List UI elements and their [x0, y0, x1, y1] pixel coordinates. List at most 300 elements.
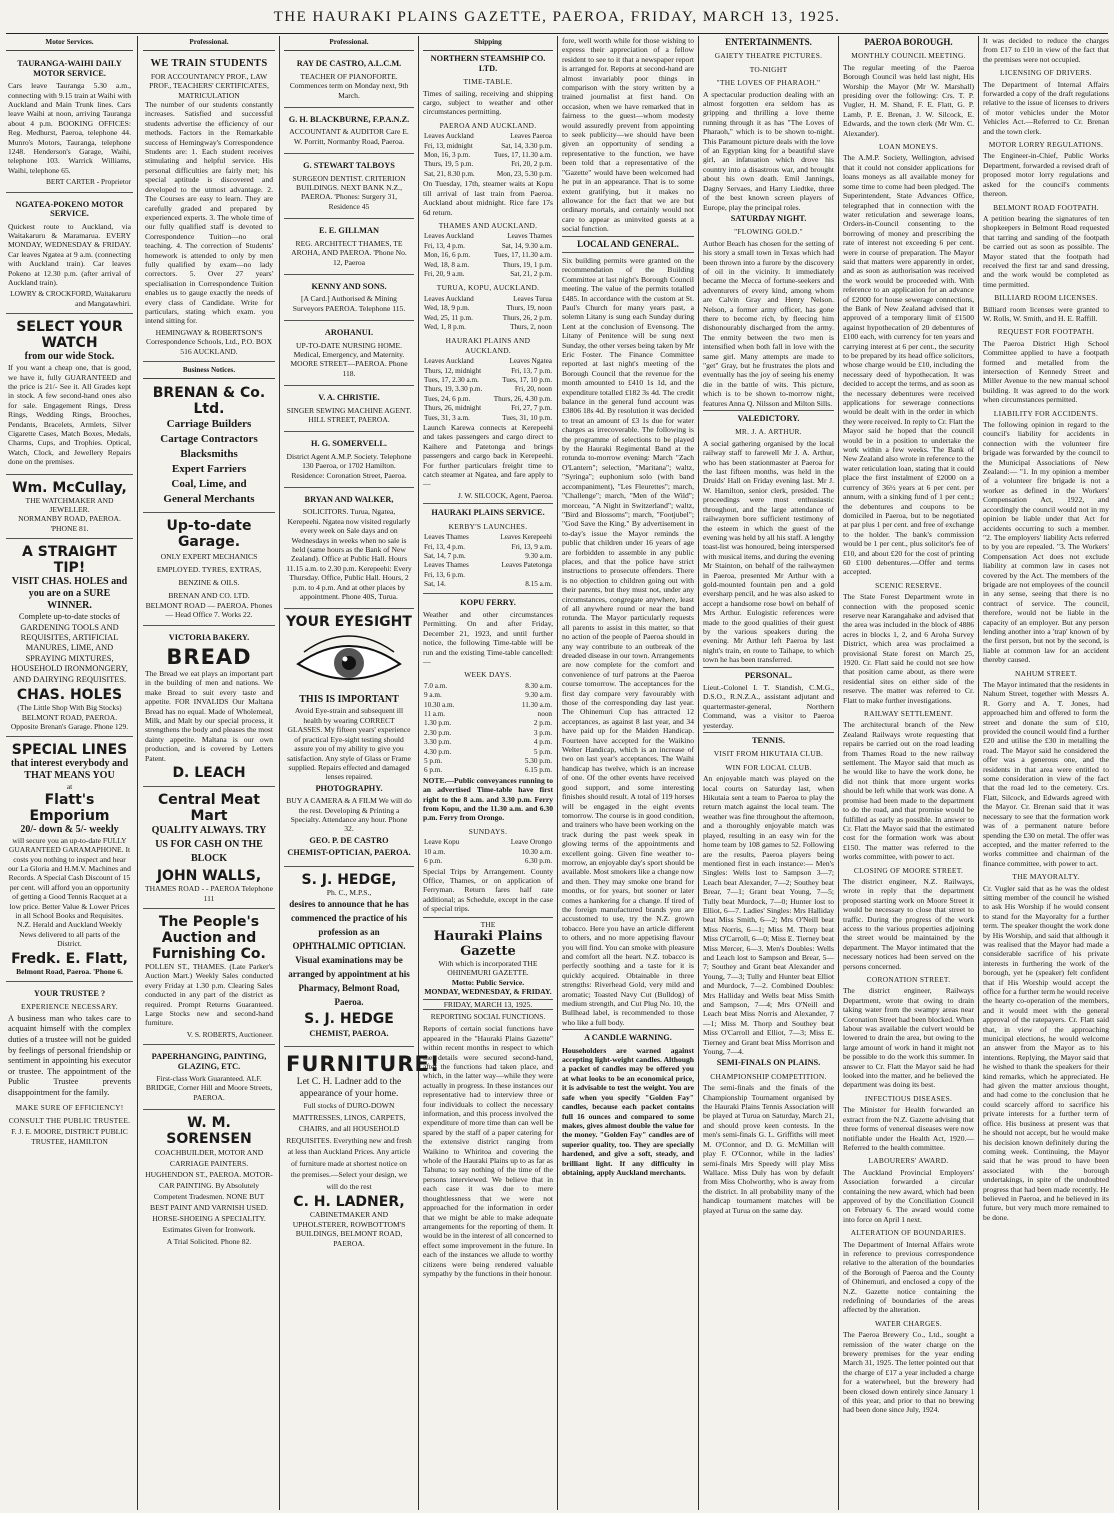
timetable-row — [423, 314, 553, 323]
professional-card — [284, 323, 414, 386]
article-title: SATURDAY NIGHT. — [730, 213, 807, 223]
advert-name: GEO. P. DE CASTRO — [309, 835, 389, 845]
article-title: TENNIS. — [703, 732, 834, 745]
timetable-cell: 6.15 p.m. — [524, 766, 552, 775]
professional-card — [284, 490, 414, 609]
advert-body: The Bread we eat plays an important part in the building of men and nations. We make Bread to suit every taste and appetite. FOR INVALIDS Our Maltana Bread has no equal. Made of Wholemeal, Milk, and Malt by our special process, it strengthens the body and pleases the most dainty appetite. Maltana is our own production, and is covered by Letters Patent. — [145, 669, 273, 763]
advert-subtitle: MAKE SURE OF EFFICIENCY! — [15, 1102, 124, 1112]
article-body: The semi-finals and the finals of the Championship Tournament organised by the Hauraki Plains Tennis Association will be played at Turua on Saturday, March 21, and should prove keen contests. In the men's semi-finals G. L. Griffiths will meet M. O'Connor, and D. G. McMillan will play F. O'Connor, while in the ladies' semi-finals Mrs Speedy will play Miss Wallace. Miss Duly has won by default from Miss Cholworthy, who is away from the district. In all probability many of the handicap tournament matches will be played at Turua on the same day. — [703, 1083, 834, 1215]
route-table — [423, 132, 553, 179]
advert-big-word: BREAD — [166, 645, 252, 670]
timetable-cell: 3 p.m. — [533, 728, 552, 737]
timetable-row — [423, 376, 553, 385]
advert-quals: Ph. C., M.P.S., — [326, 887, 372, 897]
article-body: Billiard room licenses were granted to W. Rolls, W. Smith, and H. E. Raffill. — [983, 304, 1109, 323]
advert-body: A business man who takes care to acquaint himself with the complex duties of a trustee will not be guided by feelings of personal friendship or sentiment in appointing his executor or trustee. The appointment of the Public Trustee prevents disappointment for the family. — [8, 1013, 131, 1097]
article-subtitle: VISIT FROM HIKUTAIA CLUB. — [713, 749, 824, 759]
subheading: BILLIARD ROOM LICENSES. — [994, 293, 1098, 303]
card-body: SOLICITORS. Turua, Ngatea, Kerepeehi. Ngatea now visited regularly every week on Sale days and on Wednesdays in weeks when no sale is held (same hours as the Bank of New Zealand). Office at Public Hall. Hours 11.15 a.m. to 2.30 p.m. Kerepeehi: Every Thursday. Office, Public Hall. Hours, 2 p.m. to 4 p.m. And at other places by appointment. Phone 40S, Turua. — [286, 507, 412, 602]
masthead-rule — [6, 33, 1108, 34]
card-title: KENNY AND SONS. — [311, 281, 387, 291]
timetable-cell: Tues, 17, 10 p.m. — [502, 376, 552, 384]
timetable-row — [423, 571, 553, 580]
article-body: The State Forest Department wrote in connection with the proposed scenic reserve near Karangahake and advised that the area was included in the block of 4886 acres in blocks 1, 2, and 6 Aroha Survey District, which area was proclaimed a provisional State forest on March 25, 1920. Cr. Flatt said he could not see how that position came about, as there were residential sites on either side of the reserve. The matter was referred to Cr. Flatt to make further investigations. — [843, 592, 974, 705]
advert-subtitle: from our wide Stock. — [24, 351, 115, 363]
article-body: The A.M.P. Society, Wellington, advised that it could not consider applications for loans moneys as all available money for some time to come had been pledged. The Superintendent, State Advances Office, telegraphed that in connection with the water reticulation and sewerage loans, Orders-in-Council consenting to the borrowing of money and prescribing the rate of interest not exceeding 6 per cent. were in course of preparation. The Mayor said that matters were apparently in order, and as soon as authorisation was received the work would be proceeded with. With reference to an application for an advance of £2000 for house sewerage connections, the Bank of New Zealand advised that it approved of a temporary limit of £1500 against hypothecation of 20 debentures of £100 each, with currency for ten years and carrying interest at 6 per cent., the security to be prepared by its head office solicitors, whose charge would be £10, including the necessary deed of hypothecation. It was decided to accept the terms, and as soon as the necessary debentures were received applications for sewerage connections would be dealt with in the order in which they were received. In reply to Cr. Flatt the Mayor said he hoped that the council would be in a position to undertake the work within a few weeks. The Bank of New Zealand also wrote in reference to the water reticulation loan, stating that it could place the first instalment of £2000 on a currency of 36½ years at 6 per cent. per annum, with a sinking fund of 1 per cent.; the debentures and coupons to be domiciled in Paeroa, but to be negotiated at par plus 1 per cent. and free of exchange to the holder. The bank's commission would be 1 per cent., plus solicitor's fee of £10, and about £20 for the cost of printing 60 £100 debentures.—Offer and terms accepted. — [843, 153, 974, 577]
column-8 — [983, 36, 1109, 1510]
shipping-subtitle: TIME-TABLE. — [463, 77, 513, 87]
advert-garage — [143, 515, 275, 625]
route-title: TURUA, KOPU, AUCKLAND. — [436, 283, 540, 293]
advert-body: ONLY EXPERT MECHANICS EMPLOYED. TYRES, EXTRAS, BENZINE & OILS. — [156, 552, 262, 588]
timetable-row — [423, 719, 553, 728]
subheading: ALTERATION OF BOUNDARIES. — [850, 1228, 967, 1238]
ferry-note: NOTE.—Public conveyances running to an advertised Time-table have first right to the 8 a.m. and 3.30 p.m. Ferry from Kopu, and the 11.30 a.m. and 6.30 p.m. Ferry from Orongo. — [423, 775, 553, 823]
card-body: REG. ARCHITECT THAMES, TE AROHA, AND PAEROA. 'Phone No. 12, Paeroa — [291, 238, 407, 267]
subheading: THE MAYORALTY. — [1012, 872, 1080, 882]
timetable-row — [423, 838, 553, 847]
timetable-cell: 3.30 p.m. — [424, 738, 452, 747]
timetable-cell: Leaves Kerepeehi — [500, 533, 552, 542]
timetable-row — [423, 261, 553, 270]
ferry-block — [423, 593, 553, 914]
timetable-row — [423, 414, 553, 423]
advert-body: POLLEN ST., THAMES. (Late Parker's Auction Mart.) Weekly Sales conducted every Friday at 1.30 p.m. Clearing Sales conducted in any part of the district as required. Prompt Returns Guaranteed. Large Stocks new and second-hand furniture. — [145, 961, 273, 1028]
advert-painting — [143, 1047, 275, 1110]
advert-title: VICTORIA BAKERY. — [168, 632, 250, 642]
timetable-row — [423, 766, 553, 775]
timetable-cell: Thurs, 26, midnight — [424, 404, 482, 413]
timetable-row — [423, 710, 553, 719]
article-body: Cr. Vugler said that as he was the oldest sitting member of the council he wished to ask His Worship if he would consent to stand for the Mayoralty for a further term. The speaker thought the work done by His Worship, and said that although it was realised that the Mayor had made a considerable sacrifice of his private interests in furthering the work of the borough, yet he (speaker) felt confident that if His Worship would accept the office for a further term he would receive the hearty co-operation of the members, and it would meet with the general approval of the ratepayers. Cr. Flatt said that, in view of the approaching municipal elections, he would welcome an answer from the Mayor as to his intentions. Replying, the Mayor said that he wished to thank the speakers for their kind remarks, which he appreciated. He had given the matter anxious thought, and had come to the conclusion that he could scarcely afford to sacrifice his private interests for a further term of office. His business at present was that he should not accept, but he would make his decision known definitely during the coming week. Continuing, the Mayor said that he was proud to have been associated with the borough undertakings, in spite of the undoubted progress that had been made recently. He believed in Paeroa, and he believed in its future, but very much more remained to be done. — [983, 883, 1109, 1222]
section-header: Shipping — [423, 36, 553, 51]
subheading: LOAN MONEYS. — [878, 142, 939, 152]
subheading: NAHUM STREET. — [1014, 668, 1078, 678]
advert-body: Avoid Eye-strain and subsequent ill health by wearing CORRECT GLASSES. My fifteen years' experience of practical Eye-sight testing should assure you of my ability to give you satisfaction. Any style of Glass or Frame supplied. Repairs effected and damaged lenses repaired. — [287, 706, 411, 782]
subheading: CLOSING OF MOORE STREET. — [853, 865, 964, 875]
council-items — [843, 142, 974, 1415]
article-subtitle: CHAMPIONSHIP COMPETITION. — [710, 1071, 827, 1081]
timetable-cell: Wed, 1, 8 p.m. — [424, 322, 466, 331]
article-body: The architectural branch of the New Zealand Railways wrote requesting that repairs be carried out on the road leading from Thames Road to the new railway settlement. The Mayor said that much as he would like to have the work done, he did not think that more urgent works should be left while that work was done. A promise had been made to the department to do the road, and that promise would be fulfilled as early as possible. In answer to Cr. Flatt the Mayor said that the estimated cost for the formation work was about £150. The matter was referred to the works committee, with power to act. — [843, 720, 974, 862]
timetable-cell: Leaves Thames — [507, 232, 552, 241]
advert-address: CABINETMAKER AND UPHOLSTERER, ROWBOTTOM'S BUILDINGS, BELMONT ROAD, PAEROA. — [292, 1210, 406, 1248]
subheading: WATER CHARGES. — [874, 1318, 943, 1328]
service-table — [423, 533, 553, 589]
advert-address: (The Little Shop With Big Stocks) BELMONT ROAD, PAEROA. Opposite Brenan's Garage. Phone 129. — [10, 703, 129, 731]
timetable-row — [423, 757, 553, 766]
subheading: LIABILITY FOR ACCIDENTS. — [993, 408, 1099, 418]
timetable-cell: 11 a.m. — [424, 710, 446, 718]
timetable-row — [423, 232, 553, 241]
timetable-cell: Leave Kopu — [424, 838, 460, 847]
advert-title: YOUR TRUSTEE ? — [33, 989, 106, 998]
route-note: On Tuesday, 17th, steamer waits at Kopu till arrival of last train from Paeroa. Auckland about midnight. Rice fare 17s 6d return. — [423, 179, 553, 217]
timetable-cell: 9 a.m. — [424, 691, 442, 700]
ferry-subtitle: WEEK DAYS. — [464, 670, 512, 680]
advert-subtitle: THE WATCHMAKER AND JEWELLER. — [25, 495, 114, 515]
advert-role: CHEMIST, PAEROA. — [309, 1028, 389, 1038]
column-rule — [137, 36, 138, 1510]
timetable-cell: 10.30 a.m. — [424, 700, 455, 709]
professional-card — [284, 221, 414, 275]
timetable-cell: Thurs, 2, noon — [510, 322, 552, 331]
advert-watch — [6, 316, 133, 474]
advert-title: NGATEA-POKENO MOTOR SERVICE. — [15, 199, 124, 219]
advert-name: Fredk. E. Flatt, — [11, 950, 128, 967]
timetable-cell: 4.30 p.m. — [424, 747, 452, 756]
timetable-row — [423, 580, 553, 589]
column-6 — [703, 36, 834, 1510]
timetable-cell: Thurs, 12, midnight — [424, 366, 482, 375]
professional-card — [284, 434, 414, 488]
timetable-cell: Thurs, 19, noon — [506, 304, 552, 313]
article-title: SEMI-FINALS ON PLAINS. — [716, 1058, 821, 1068]
timetable-cell: 9.30 a.m. — [525, 691, 552, 700]
article-subtitle: "FLOWING GOLD." — [734, 227, 803, 237]
advert-body: QUALITY ALWAYS. TRY US FOR CASH ON THE BLOCK — [151, 825, 267, 865]
timetable-cell: Sat, 14, 7 p.m. — [424, 551, 466, 560]
shipping-intro: Times of sailing, receiving and shipping cargo, subject to weather and other circumstances permitting. — [423, 88, 553, 117]
subheading: RAILWAY SETTLEMENT. — [863, 709, 954, 719]
professional-card — [284, 277, 414, 321]
timetable-cell: Wed, 18, 9 p.m. — [424, 304, 470, 313]
timetable-row — [423, 367, 553, 376]
timetable-cell: Wed, 25, 11 p.m. — [424, 313, 473, 322]
article-body: Reports of certain social functions have appeared in the "Hauraki Plains Gazette" within recent months in respect to which the details were secured second-hand, after the functions had taken place, and which, in the latter way—while they were actually in progress. In these instances our representative had to interview three or four individuals to collect the necessary information, and this process involved the expenditure of more time than can well be spared by the staff of a paper catering for the extensive district ranging from Waikino to Whiritoa and covering the whole of the Hauraki Plains up to as far as Tahuna; to say nothing of the time of the persons interviewed. We believe that in each case it was due to mere thoughtlessness that we were not approached for the information in order that we might be able to make adequate arrangements for the reporting of them. It would be in the interest of all concerned to effect some improvement in the future. In each of the instances we allude to worthy citizens were being rendered valuable sympathy by the functions in their honour. — [423, 1024, 553, 1278]
timetable-row — [423, 295, 553, 304]
timetable-row — [423, 395, 553, 404]
column-7 — [843, 36, 974, 1510]
timetable-cell: Sat, 21, 8.30 p.m. — [424, 169, 475, 178]
timetable-cell: Fri, 20, noon — [514, 385, 552, 394]
timetable-row — [423, 323, 553, 332]
article-body: A petition bearing the signatures of ten shopkeepers in Belmont Road requested that tarring and sanding of the footpath be carried out as soon as possible. The Mayor stated that the footpath had received the first tar and sand dressing, and the work would be completed as time permitted. — [983, 213, 1109, 289]
timetable-row — [423, 357, 553, 366]
section-title: LOCAL AND GENERAL. — [562, 236, 694, 253]
advert-eyesight — [284, 611, 414, 866]
article-title: A CANDLE WARNING. — [562, 1029, 694, 1042]
timetable-cell: 2.30 p.m. — [424, 728, 452, 737]
paper-date: FRIDAY, MARCH 13, 1925. — [423, 999, 553, 1010]
timetable-cell: Fri, 13, midnight — [424, 141, 473, 150]
advert-line: Expert Farriers — [171, 463, 247, 476]
timetable-cell: Thurs, 19, 5 p.m. — [424, 160, 474, 169]
advert-body: Full stocks of DURO-DOWN MATTRESSES, LINOS, CARPETS, CHAIRS, and all HOUSEHOLD REQUISITES. Everything new and fresh at less than Auckland Prices. Any article of furniture made at shortest notice on the premises.—Select your design, we will do the rest — [286, 1101, 412, 1191]
advert-subtitle: Let C. H. Ladner add to the appearance of your home. — [296, 1077, 402, 1100]
timetable-row — [423, 270, 553, 279]
advert-name: S. J. HEDGE — [304, 1010, 394, 1027]
advert-auction — [143, 911, 275, 1045]
advert-subtitle: EXPERIENCE NECESSARY. — [21, 1002, 118, 1012]
advert-line: Blacksmiths — [180, 448, 238, 461]
section-header: Business Notices. — [143, 364, 275, 379]
ferry-sunday-table — [423, 838, 553, 866]
subheading: INFECTIOUS DISEASES. — [864, 1093, 953, 1103]
advert-subtitle: VISIT CHAS. HOLES and you are on a SURE WINNER. — [11, 576, 128, 612]
timetable-row — [423, 242, 553, 251]
advert-trustee — [6, 984, 133, 1151]
timetable-cell: 2 p.m. — [533, 719, 552, 728]
advert-motor-service — [6, 54, 133, 192]
advert-signature: V. S. ROBERTS, Auctioneer. — [186, 1029, 273, 1039]
timetable-cell: 5 p.m. — [533, 747, 552, 756]
advert-line: Coal, Lime, and — [171, 478, 247, 491]
column-rule — [279, 36, 280, 1510]
card-body: UP-TO-DATE NURSING HOME. Medical, Emergency, and Maternity. MOORE STREET—PAEROA. Phone 118. — [290, 340, 408, 378]
ferry-table — [423, 682, 553, 776]
timetable-cell: Thurs, 26, 4.30 p.m. — [493, 394, 552, 403]
shipping-routes — [423, 121, 553, 489]
advert-furniture — [284, 1049, 441, 1253]
route-note: Launch Karewa connects at Kerepeehi and takes passengers and cargo direct to Kaihere and Patetonga and brings passengers and cargo back in Kerepeehi. For further particulars freight time to catch steamer at Ngatea, and fare apply to— — [423, 423, 553, 489]
timetable-cell: Fri, 20, 9 a.m. — [424, 269, 465, 278]
card-body: ACCOUNTANT & AUDITOR Care E. W. Porritt, Normanby Road, Paeroa. — [289, 127, 409, 146]
timetable-row — [423, 748, 553, 757]
card-title: G. STEWART TALBOYS — [303, 161, 395, 171]
advert-body: COACHBUILDER, MOTOR AND CARRIAGE PAINTERS. HUGHENDON ST., PAEROA. MOTOR-CAR PAINTING. By Absolutely Competent Tradesmen. NONE BUT BEST PAINT AND VARNISH USED. HORSE-SHOEING A SPECIALITY. Estimates Given for Ironwork. — [145, 1148, 273, 1235]
advert-bakery — [143, 628, 275, 787]
subheading: REQUEST FOR FOOTPATH. — [997, 327, 1095, 337]
timetable-row — [423, 552, 553, 561]
article-body: The Minister for Health forwarded an extract from the N.Z. Gazette advising that three forms of venereal diseases were now notifiable under the Health Act, 1920.—Referred to the health committee. — [843, 1105, 974, 1152]
advert-body: If you want a cheap one, that is good, we have it, fully GUARANTEED and the price is 21/- See it. All Grades kept in stock. A few second-hand ones also for sale. Engagement Rings, Dress Rings, Wedding Rings, Brooches, Pendants, Bracelets, Armlets, Silver Cigarette Cases, Match Boxes, Medals, Charms, Cups, and Trophies. Optical, Watch, Clock, and Jewellery Repairs done on the premises. — [8, 363, 131, 467]
timetable-row — [423, 533, 553, 542]
timetable-cell: Fri, 13, 9 a.m. — [511, 542, 552, 551]
advert-watchmaker — [6, 477, 133, 540]
ferry-title: KOPU FERRY. — [460, 597, 516, 607]
timetable-cell: Thurs, 26, 2 p.m. — [502, 313, 552, 322]
article-subtitle: MR. J. A. ARTHUR. — [735, 427, 802, 437]
advert-name: BRENAN AND CO. LTD. — [168, 591, 250, 601]
paper-title: Hauraki Plains Gazette — [433, 928, 543, 959]
column-4 — [423, 36, 553, 1510]
advert-subtitle: that interest everybody and THAT MEANS YOU — [10, 758, 129, 782]
article-subtitle: "THE LOVES OF PHARAOH." — [716, 78, 821, 88]
advert-special-lines — [6, 739, 133, 982]
advert-sorensen — [143, 1112, 275, 1251]
paper-masthead — [423, 917, 553, 1010]
timetable-cell: 10 a.m. — [424, 847, 446, 856]
timetable-cell: 6 p.m. — [424, 766, 443, 775]
advert-title: PAPERHANGING, PAINTING, GLAZING, ETC. — [151, 1052, 267, 1071]
advert-subtitle: CONSULT THE PUBLIC TRUSTEE. — [8, 1115, 131, 1125]
timetable-cell: Mon, 16, 3 p.m. — [424, 151, 471, 160]
card-title: G. H. BLACKBURNE, F.P.A.N.Z. — [288, 115, 410, 125]
route-title: PAEROA AND AUCKLAND. — [439, 120, 537, 130]
paper-pre: THE — [480, 919, 496, 929]
article-body: A spectacular production dealing with an almost forgotten era seldom has as gripping and thrilling a love theme running through it as has "The Loves of Pharaoh," which is to be shown to-night. This Paramount picture deals with the love of an Egyptian king for a beautiful slave girl, an infatuation which drove his country into a disastrous war, and brought about his own death. Emil Jannings, Dagny Servaes, and Harry Liedtke, three of the best known screen players of Europe, play the principal roles. — [703, 89, 834, 212]
timetable-cell: Thurs, 19, 3.30 p.m. — [424, 385, 483, 394]
timetable-cell: Leaves Patetonga — [501, 561, 552, 570]
advert-straight-tip — [6, 541, 133, 737]
section-title: ENTERTAINMENTS. — [725, 37, 812, 47]
article-body: Six building permits were granted on the recommendation of the Building Committee at last night's Borough Council meeting. The value of the permits totalled £485. In accordance with the custom at St. Paul's Church for many years past, a solemn Litany is sung each Sunday during Lent at the conclusion of Evensong. The Litany of Penitence will be sung next Sunday, the other verses being taken by Mr Eric Foster. The Finance Committee reported at last night's meeting of the Borough Council that the revenue for the month amounted to £410 1s 1d, and the expenditure totalled £182 3s 4d. The credit balance in the general fund account was £3806 18s 4d. By resolution it was decided to treat an amount of £3 1s due for water charges as irrecoverable. The following is the programme of selections to be played by the Hauraki Regimental Band at the rotunda to-morrow evening: March "Zach O'Lantern"; selection, "Maritana"; waltz, "Syringa"; euphonium solo (with band accompaniment), "Les Fleurettes"; march, "Challenge"; march, "Men of the Wild"; morceau, "A Night in Switzerland"; waltz, "Bird and Blossoms"; march, "Footjubel"; "God Save the King." By advertisement in to-day's issue the Mayor reminds the public that children under 16 years of age are forbidden to assemble in any public places, and that the police have strict instructions to prosecute offenders. There is no objection to children going out with their parents, but they must not, under any circumstances, congregate anywhere, least of all anywhere round or near the band rotunda. The Mayor particularly requests all parents to assist in this matter, so that no action of the people of Paeroa should in any way contribute to an outbreak of the dreaded disease in our town. Arrangements are now complete for the comfort and convenience of turf patrons at the Paeroa course tomorrow. The acceptances for the first day compare very favourably with those of the corresponding day last year. The Ohinemuri Cup has attracted 12 acceptances, as against 8 last year, and 34 have paid up for the Maiden Handicap. Fourteen have accepted for the Waikino Welter Handicap, which is an increase of two on last year's acceptances. The Waihi handicap has twelve, which is an increase of one. Of the other events have received good support, and some interesting finishes should result. A total of 119 horses will be engaged in the eight events tomorrow. The course is in good condition, and trainers who have been working on the track during the past week speak in glowing terms of the appointments and excellent going. Given fine weather to-morrow, an enjoyable day's sport should be available. Most smokers like a change now and then. They may smoke one brand for months, or for years, but sooner or later comes a hankering for a change. If tired of the foreign manufactured brands you are accustomed to use, try the N.Z. grown tobacco. Here you have an article different to others, and no more appetising flavour you will find. You can smoke with pleasure and comfort all the heart. N.Z. tobacco is perfectly soothing and a taste for it is quickly acquired. Obtainable in three strengths: Riverhead Gold, very mild and aromatic; Toasted Navy Cut (Bulldog) of medium strength, and Cut Plug No. 10, the Bullhead label, is recommended to those who like a full body. — [562, 255, 694, 1027]
timetable-row — [423, 561, 553, 570]
advert-signature: BERT CARTER - Proprietor — [46, 177, 131, 187]
advert-name: JOHN WALLS, — [156, 868, 262, 885]
card-body: SURGEON DENTIST. CRITERION BUILDINGS. NEXT BANK N.Z., PAEROA. 'Phones: Surgery 31, Residence 45 — [292, 173, 406, 211]
advert-signature: A Trial Solicited. Phone 82. — [166, 1237, 252, 1247]
timetable-cell: Leaves Turua — [513, 294, 552, 303]
timetable-cell: 4 p.m. — [533, 738, 552, 747]
route-title: THAMES AND AUCKLAND. — [438, 220, 538, 230]
advert-name: CHAS. HOLES — [16, 687, 123, 704]
timetable-cell: 9.30 a.m. — [525, 551, 552, 560]
timetable-row — [423, 691, 553, 700]
subheading: LABOURERS' AWARD. — [868, 1156, 949, 1166]
advert-offer: 20/- down & 5/- weekly — [20, 823, 119, 835]
article-subtitle: GAIETY THEATRE PICTURES. — [714, 51, 823, 61]
card-title: RAY DE CASTRO, A.L.C.M. — [296, 59, 402, 69]
advert-students — [143, 54, 275, 362]
card-body: TEACHER OF PIANOFORTE. Commences term on Monday next, 9th March. — [289, 71, 409, 100]
advert-body: Quickest route to Auckland, via Waitakaruru & Maramarua. EVERY MONDAY, WEDNESDAY & FRIDAY. Car leaves Ngatea at 9 a.m. (connecting with Auckland train). Car leaves Pokeno at 12.30 p.m. (after arrival of Auckland train). — [8, 221, 131, 287]
advert-title: FURNITURE! — [286, 1052, 441, 1077]
article-subtitle: MONTHLY COUNCIL MEETING. — [851, 51, 966, 61]
professional-card — [284, 156, 414, 219]
advert-line: Carriage Builders — [166, 418, 252, 431]
professional-card — [284, 110, 414, 154]
timetable-cell: 8.15 a.m. — [525, 580, 552, 589]
timetable-cell: Thurs, 19, 1 p.m. — [502, 260, 552, 269]
timetable-cell: Sat, 14, 9.30 a.m. — [501, 241, 552, 250]
timetable-cell: Tues, 24, 6 p.m. — [424, 394, 471, 403]
article-body: The Mayor intimated that the residents in Nahum Street, together with Messrs A. R. Gorry and A. T. Jones, had approached him and offered to form the street and donate the sum of £10, provided the council would find a further £20 and utilise the £30 in metalling the road. The Mayor said he considered the offer was a generous one, and the residents in that area were entitled to some consideration in view of the fact that the road led to the cemetery. Crs. Flatt, Silcock, and Edwards agreed with the Mayor. Cr. Brenan said that it was necessary to see that the formation work was of a permanent nature before spending the £30 on metal. The offer was accepted, and the matter referred to the works committee and chairman of the finance committee, with power to act. — [983, 680, 1109, 868]
professional-card — [284, 54, 414, 108]
eye-icon — [294, 634, 404, 690]
timetable-cell: Fri, 13, 4 p.m. — [424, 542, 465, 551]
route-table — [423, 357, 553, 423]
advert-address: NORMANBY ROAD, PAEROA. 'PHONE 81. — [18, 514, 121, 533]
article-title: REPORTING SOCIAL FUNCTIONS. — [430, 1011, 546, 1021]
ferry-special: Special Trips by Arrangement. County Office, Thames, or on application of Ferryman. Return fares half rate additional; as Schedule, except in the case of special trips. — [423, 866, 553, 914]
timetable-row — [423, 132, 553, 141]
article-body: fore, well worth while for those wishing to express their appreciation of a fellow resident to see to it that a newspaper report is arranged for. Reports at second-hand are almost invariably poor things in comparison with the story written by a trained journalist at first hand. On occasion, when we have remarked that in fairness to the guest—whom modesty would assuredly prevent from appointing to seek publicity—we should have been given an opportunity of sending a representative to the function, we have been told that a representative of the "Gazette" would have been welcomed had he put in an appearance. That is to some extent gratifying, but it makes no allowance for the fact that we are but ordinary mortals, and certainly would not care to appear as uninvited guests at a social function. — [562, 36, 694, 234]
timetable-cell: Mon, 23, 5.30 p.m. — [496, 169, 552, 178]
timetable-cell: Sat, 14. — [424, 580, 446, 589]
shipping-title: NORTHERN STEAMSHIP CO. LTD. — [430, 54, 546, 73]
column-rule — [698, 36, 699, 1510]
advert-title: BRENAN & Co. Ltd. — [152, 385, 266, 418]
timetable-cell: Wed, 18, 8 a.m. — [424, 260, 470, 269]
timetable-row — [423, 404, 553, 413]
article-body: Householders are warned against accepting light-weight candles. Although a packet of candles may be offered you at what looks to be an economical price, it is advisable to test the weight. You are safe when you specify "Golden Fay" candles, because each packet contains full 16 ounces and compared to some makes, gives almost double the value for the money. "Golden Fay" candles are of superior quality, too. They are specially hardened, and give a soft, steady, and brilliant light. If any difficulty in obtaining, apply Auckland merchants. — [562, 1045, 694, 1177]
column-rule — [978, 36, 979, 1510]
article-body: The Department of Internal Affairs forwarded a copy of the draft regulations relative to the issue of licenses to drivers of motor vehicles under the Motor Vehicles Act.—Referred to Cr. Brenan and the town clerk. — [983, 79, 1109, 136]
column-rule — [838, 36, 839, 1510]
timetable-cell: Leaves Auckland — [424, 294, 474, 303]
card-title: V. A. CHRISTIE. — [318, 393, 380, 403]
timetable-row — [423, 738, 553, 747]
timetable-cell: Fri, 13, 4 p.m. — [424, 241, 465, 250]
article-subtitle: WIN FOR LOCAL CLUB. — [725, 762, 812, 772]
card-title: E. E. GILLMAN — [319, 226, 379, 236]
timetable-row — [423, 543, 553, 552]
advert-subtitle: THIS IS IMPORTANT — [299, 694, 399, 706]
ferry-intro: Weather and other circumstances Permitting. On and after Friday, December 21, 1923, and until further notice, the following Time-table will be run and the existing Time-table cancelled:— — [423, 609, 553, 666]
timetable-row — [423, 848, 553, 857]
council-items — [983, 68, 1109, 1222]
advert-title: TAURANGA-WAIHI DAILY MOTOR SERVICE. — [17, 59, 122, 78]
article-body: Lieut.-Colonel I. T. Standish, C.M.G., D.S.O., R.N.Z.A., assistant adjutant and quartermaster-general, Northern Command, was a visitor to Paeroa yesterday. — [703, 683, 834, 730]
route-table — [423, 232, 553, 279]
service-title: HAURAKI PLAINS SERVICE. — [431, 508, 545, 518]
subheading: BELMONT ROAD FOOTPATH. — [993, 202, 1099, 212]
timetable-cell: 7.0 a.m. — [424, 681, 448, 690]
timetable-cell: Sat, 14, 3.30 p.m. — [501, 141, 552, 150]
advert-body: First-class Work Guaranteed. ALF. BRIDGE, Corner Hill and Moore Streets, PAEROA. — [145, 1073, 273, 1102]
article-body: The Auckland Provincial Employers' Association forwarded a circular containing the new award, which had been approved of by the Conciliation Council on February 6. The award would come into force on April 1 next. — [843, 1167, 974, 1224]
card-title: BRYAN AND WALKER, — [304, 495, 394, 504]
article-body: The following opinion in regard to the council's liability for accidents in connection with the volunteer fire brigade was forwarded by the council to the Municipal Associations of New Zealand:— "1. In my opinion a member of a volunteer fire brigade is not a worker as defined in the Workers' Compensation Act, 1922, and accordingly the council would not in my opinion be liable under that Act for accidents occurring to such a member. "2. The employers' liability Acts referred to by you are repealed. "3. The Workers' Compensation Act does not exclude liability at common law in cases not covered by the Act. The members of the brigade are not employees of the council in any sense, seeing that there is no contract of service. The council, therefore, would not be liable in the capacity of an employer. But any person lending another into a 'trap' known of by the first person, but not by the second, is liable at common law for an accident thereby caused. — [983, 420, 1109, 665]
advert-brenan — [143, 382, 275, 513]
card-title: AROHANUI. — [324, 328, 374, 338]
advert-address: BELMONT ROAD — PAEROA. Phones— Head Office 7. Works 22. — [145, 600, 273, 620]
timetable-row — [423, 251, 553, 260]
column-5 — [562, 36, 694, 1510]
timetable-cell: Tues, 31, 3 a.m. — [424, 413, 470, 422]
timetable-cell: Leaves Ngatea — [509, 357, 552, 366]
article-body: The Engineer-in-Chief, Public Works Department, forwarded a revised draft of proposed motor lorry regulations and asked for the council's comments thereon. — [983, 151, 1109, 199]
paper-subtitle: With which is incorporated THE OHINEMURI GAZETTE. — [438, 958, 538, 978]
timetable-cell: 8.30 a.m. — [525, 681, 552, 690]
paper-days: MONDAY, WEDNESDAY, & FRIDAY. — [424, 987, 552, 997]
article-body: The regular meeting of the Paeroa Borough Council was held last night, His Worship the Mayor (Mr W. Marshall) presiding over the following: Crs. T. P. Vugler, H. M. Shand, F. E. Flatt, G. P. Lamb, P. E. Brenan, J. W. Silcock, E. Edwards, and the town clerk (Mr Wm. C. Alexander). — [843, 62, 974, 138]
advert-name: C. H. LADNER, — [293, 1194, 405, 1211]
advert-at: at — [66, 782, 73, 792]
timetable-cell: Sat, 21, 2 p.m. — [510, 269, 552, 278]
advert-title: SPECIAL LINES — [11, 742, 128, 759]
card-body: [A Card.] Authorised & Mining Surveyors PAEROA. Telephone 115. — [292, 294, 406, 313]
article-body: The district engineer, Railways Department, wrote that owing to drain taking water from the swampy areas near Coronation Street had been blocked. When labour was available the culvert would be lowered to drain the area, but owing to the large amount of work in hand it might not be possible to do the work this summer. In answer to Cr. Flatt the Mayor said he had looked into the matter, and he believed the department was doing its best. — [843, 986, 974, 1090]
advert-name: D. LEACH — [172, 765, 246, 782]
advert-title: Up-to-date Garage. — [166, 518, 252, 551]
advert-role: CHEMIST-OPTICIAN, PAEROA. — [287, 848, 411, 858]
timetable-cell: Fri, 27, 7 p.m. — [511, 404, 552, 413]
route-table — [423, 295, 553, 333]
section-header: Professional. — [284, 36, 414, 51]
column-rule — [418, 36, 419, 1510]
advert-title: WE TRAIN STUDENTS — [150, 58, 268, 70]
timetable-cell: 6 p.m. — [424, 857, 443, 866]
advert-signature: HEMINGWAY & ROBERTSON'S Correspondence Schools, Ltd., P.O. BOX 516 AUCKLAND. — [146, 327, 272, 356]
advert-hedge — [284, 869, 414, 1048]
timetable-cell: 5.30 p.m. — [524, 757, 552, 766]
section-title: PAEROA BOROUGH. — [864, 37, 953, 47]
advert-body: desires to announce that he has commenced the practice of his profession as an OPHTHALMIC OPTICIAN. Visual examinations may be arranged by appointment at his Pharmacy, Belmont Road, Paeroa. — [288, 898, 410, 1007]
service-block — [423, 503, 553, 589]
advert-line: Cartage Contractors — [160, 433, 258, 446]
subheading: CORONATION STREET. — [866, 975, 951, 984]
advert-subtitle: FOR ACCOUNTANCY PROF., LAW PROF., TEACHERS' CERTIFICATES, MATRICULATION — [149, 71, 269, 100]
column-rule — [557, 36, 558, 1510]
timetable-row — [423, 729, 553, 738]
advert-signature: F. J. E. MOORE, DISTRICT PUBLIC TRUSTEE, HAMILTON — [11, 1127, 128, 1146]
professional-card — [284, 388, 414, 432]
timetable-row — [423, 142, 553, 151]
timetable-cell: Tues, 17, 2.30 a.m. — [424, 376, 479, 384]
timetable-cell: Fri, 13, 7 p.m. — [511, 366, 552, 375]
advert-title: Wm. McCullay, — [12, 479, 127, 496]
advert-body: Complete up-to-date stocks of GARDENING TOOLS AND REQUISITES, ARTIFICIAL MANURES, LIME, AND SPRAYING MIXTURES, HOUSEHOLD IRONMONGERY, AND DAIRYING REQUISITES. — [11, 612, 128, 684]
advert-body: BUY A CAMERA & A FILM We will do the rest. Developing & Printing a Specialty. Attendance any hour. Phone 32. — [286, 796, 412, 834]
column-2 — [143, 36, 275, 1510]
article-body: The Department of Internal Affairs wrote in reference to previous correspondence relative to the alteration of the boundaries of the Borough of Paeroa and the County of Ohinemuri, and enclosed a copy of the N.Z. Gazette notice containing the redefining of boundaries of the areas affected by the alteration. — [843, 1239, 974, 1315]
advert-title: YOUR EYESIGHT — [286, 614, 412, 631]
timetable-cell: Leaves Paeroa — [510, 132, 552, 141]
timetable-cell: 10.30 a.m. — [521, 847, 552, 856]
